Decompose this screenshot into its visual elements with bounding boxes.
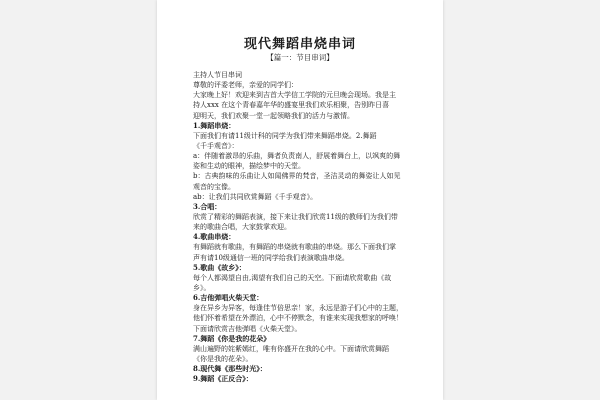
text-line: 来的歌曲合唱，大家鼓掌欢迎。 bbox=[193, 223, 291, 232]
text-line: 持人xxx 在这个青春嘉年华的盛宴里我们欢乐相聚，告别昨日喜 bbox=[193, 101, 390, 110]
text-line: 尊敬的评委老师，亲爱的同学们： bbox=[193, 81, 298, 90]
text-line: 下面我们有请11级计科的同学为我们带来舞蹈串烧。2.舞蹈 bbox=[193, 131, 377, 140]
text-line: 姿和生动的眼神，描绘梦中的天堂。 bbox=[193, 162, 305, 171]
text-line: 下面请欣赏吉他弹唱《火柴天堂》。 bbox=[193, 324, 302, 333]
text-line: 8.现代舞《那些时光》： bbox=[193, 364, 267, 374]
text-line: ab：让我们共同欣赏舞蹈《千手观音》。 bbox=[193, 192, 318, 201]
text-line: 7.舞蹈《你是我的花朵》 bbox=[193, 333, 271, 343]
text-line: 9.舞蹈《正反合》： bbox=[193, 374, 253, 384]
text-line: 大家晚上好！欢迎来到吉首大学信工学院的元旦晚会现场。我是主 bbox=[193, 91, 396, 100]
text-line: 迎明天，我们欢聚一堂一起领略我们的活力与激情。 bbox=[193, 111, 354, 120]
text-line: 1.舞蹈串烧： bbox=[193, 120, 236, 130]
text-line: 声有请10级通信一班的同学给我们表演歌曲串烧。 bbox=[193, 253, 349, 262]
document-subtitle: 【篇一：节目串词】 bbox=[266, 53, 334, 62]
text-line: 他们怀着希望在外漂泊，心中不停默念，有谁来实现我想家的呼唤！ bbox=[193, 314, 403, 323]
text-line: 乡》。 bbox=[193, 283, 211, 292]
text-line: 5.歌曲《故乡》： bbox=[193, 262, 246, 272]
text-line: a：伴随着激昂的乐曲，舞者负责南人，舒展着舞台上，以飒爽的舞 bbox=[193, 152, 401, 161]
text-line: 6.吉他弹唱火柴天堂： bbox=[193, 293, 264, 303]
text-line: 观音的宝像。 bbox=[193, 182, 235, 191]
text-line: 满山遍野的姹紫嫣红，唯有你盛开在我的心中。下面请欣赏舞蹈 bbox=[193, 344, 389, 353]
text-line: 主持人节目串词 bbox=[193, 71, 242, 79]
text-line: 每个人都渴望自由,渴望有我们自己的天空。下面请欣赏歌曲《故 bbox=[193, 273, 392, 282]
text-line: 《你是我的花朵》。 bbox=[193, 354, 253, 363]
document-title: 现代舞蹈串烧串词 bbox=[243, 37, 356, 52]
document-body bbox=[193, 70, 418, 384]
text-line: 身在异乡为异客，每逢佳节倍思亲！家，永远是游子们心中的主题， bbox=[193, 304, 403, 313]
text-line: b：古典韵味的乐曲让人如闻佛界的梵音，圣洁灵动的舞姿让人如见 bbox=[193, 172, 401, 181]
document-page bbox=[157, 0, 443, 400]
text-line: 有舞蹈就有歌曲，有舞蹈的串烧就有歌曲的串烧。那么下面我们掌 bbox=[193, 243, 396, 252]
text-line: 欣赏了精彩的舞蹈表演，接下来让我们欣赏11级的教师们为我们带 bbox=[193, 212, 398, 221]
text-line: 《千手观音》： bbox=[193, 141, 239, 150]
text-line: 3.合唱： bbox=[193, 201, 222, 211]
text-line: 4.歌曲串烧： bbox=[193, 232, 236, 242]
